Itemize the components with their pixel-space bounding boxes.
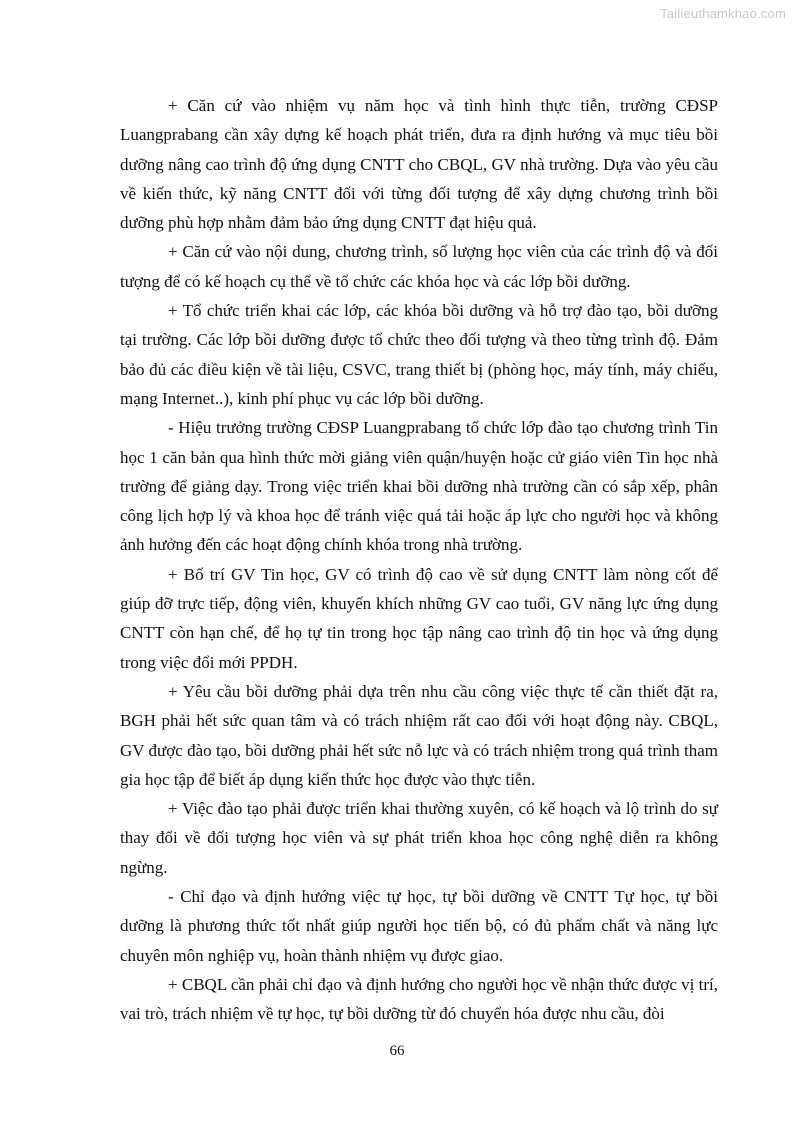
paragraph-3: + Tổ chức triển khai các lớp, các khóa bồi dưỡng và hỗ trợ đào tạo, bồi dưỡng tại trường. Các lớp bồi dưỡng được tổ chức theo đối tượng và theo từng trình độ. Đảm bảo đủ các điều kiện về tài liệu, CSVC, trang thiết bị (phòng học, máy tính, máy chiếu, mạng Internet..), kinh phí phục vụ các lớp bồi dưỡng. [120,301,718,408]
paragraph-5: + Bố trí GV Tin học, GV có trình độ cao về sử dụng CNTT làm nòng cốt để giúp đỡ trực tiếp, động viên, khuyến khích những GV cao tuổi, GV năng lực ứng dụng CNTT còn hạn chế, để họ tự tin trong học tập nâng cao trình độ tin học và ứng dụng trong việc đổi mới PPDH. [120,564,718,672]
paragraph-7: + Việc đào tạo phải được triển khai thường xuyên, có kế hoạch và lộ trình do sự thay đổi về đối tượng học viên và sự phát triển khoa học công nghệ diễn ra không ngừng. [120,799,718,877]
paragraph-9: + CBQL cần phải chỉ đạo và định hướng cho người học về nhận thức được vị trí, vai trò, trách nhiệm về tự học, tự bồi dưỡng từ đó chuyển hóa được nhu cầu, đòi [120,974,718,1024]
paragraph-6: + Yêu cầu bồi dưỡng phải dựa trên nhu cầu công việc thực tế cần thiết đặt ra, BGH phải hết sức quan tâm và có trách nhiệm rất cao đối với hoạt động này. CBQL, GV được đào tạo, bồi dưỡng phải hết sức nỗ lực và có trách nhiệm trong quá trình tham gia học tập để biết áp dụng kiến thức học được vào thực tiễn. [120,681,718,789]
paragraph-4: - Hiệu trưởng trường CĐSP Luangprabang tổ chức lớp đào tạo chương trình Tin học 1 căn bản qua hình thức mời giảng viên quận/huyện hoặc cử giáo viên Tin học nhà trường để giảng dạy. Trong việc triển khai bồi dưỡng nhà trường cần có sắp xếp, phân công lịch hợp lý và khoa học để tránh việc quá tải hoặc áp lực cho người học và không ảnh hưởng đến các hoạt động chính khóa trong nhà trường. [120,418,718,555]
watermark: Tailieuthamkhao.com [660,6,786,21]
paragraph-2: + Căn cứ vào nội dung, chương trình, số lượng học viên của các trình độ và đối tượng để có kế hoạch cụ thể về tổ chức các khóa học và các lớp bồi dưỡng. [120,242,718,291]
page-number: 66 [389,1043,405,1059]
document-body [120,91,718,1029]
paragraph-8: - Chỉ đạo và định hướng việc tự học, tự bồi dưỡng về CNTT Tự học, tự bồi dưỡng là phương thức tốt nhất giúp người học tiến bộ, có đủ phẩm chất và năng lực chuyên môn nghiệp vụ, hoàn thành nhiệm vụ được giao. [120,887,718,965]
paragraph-1: + Căn cứ vào nhiệm vụ năm học và tình hình thực tiễn, trường CĐSP Luangprabang cần xây dựng kế hoạch phát triển, đưa ra định hướng và mục tiêu bồi dưỡng nâng cao trình độ ứng dụng CNTT cho CBQL, GV nhà trường. Dựa vào yêu cầu về kiến thức, kỹ năng CNTT đối với từng đối tượng để xây dựng chương trình bồi dưỡng phù hợp nhằm đảm bảo ứng dụng CNTT đạt hiệu quả. [120,96,718,233]
